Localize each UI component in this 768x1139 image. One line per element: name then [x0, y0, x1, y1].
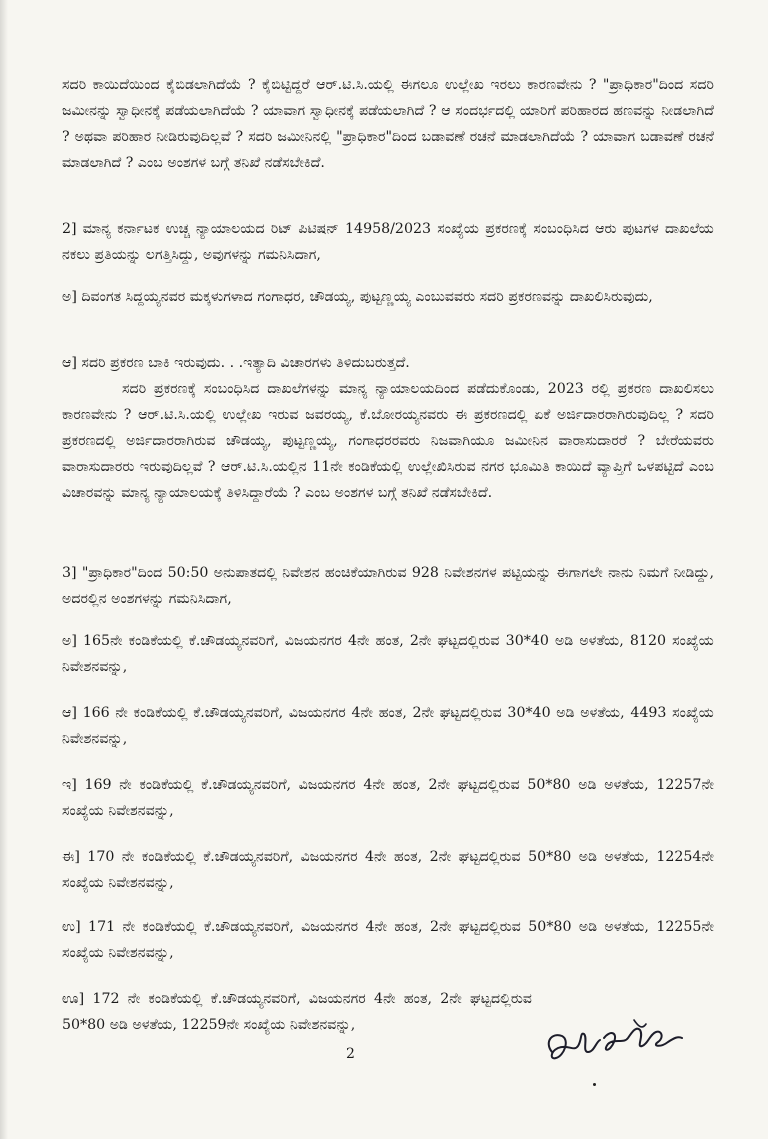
paragraph-point-2-a: ಅ] ದಿವಂಗತ ಸಿದ್ದಯ್ಯನವರ ಮಕ್ಕಳುಗಳಾದ ಗಂಗಾಧರ, ಚೌಡಯ್ಯ, ಪುಟ್ಟಣ್ಣಯ್ಯ ಎಂಬುವವರು ಸದರಿ ಪ್ರಕರಣವನ್ನು ದಾಖಲಿಸಿರುವುದು,: [62, 289, 653, 305]
paragraph-investigation-questions: ಸದರಿ ಕಾಯಿದೆಯಿಂದ ಕೈಬಿಡಲಾಗಿದೆಯೆ ? ಕೈಬಿಟ್ಟಿದ್ದರೆ ಆರ್.ಟಿ.ಸಿ.ಯಲ್ಲಿ ಈಗಲೂ ಉಲ್ಲೇಖ ಇರಲು ಕಾರಣವೇನು ? "ಪ್ರಾಧಿಕಾರ"ದಿಂದ ಸದರಿ ಜಮೀನನ್ನು ಸ್ವಾಧೀನಕ್ಕೆ ಪಡೆಯಲಾಗಿದೆಯೆ ? ಯಾವಾಗ ಸ್ವಾಧೀನಕ್ಕೆ ಪಡೆಯಲಾಗಿದೆ ? ಆ ಸಂದರ್ಭದಲ್ಲಿ ಯಾರಿಗೆ ಪರಿಹಾರದ ಹಣವನ್ನು ನೀಡಲಾಗಿದೆ ? ಅಥವಾ ಪರಿಹಾರ ನೀಡಿರುವುದಿಲ್ಲವೆ ? ಸದರಿ ಜಮೀನಿನಲ್ಲಿ "ಪ್ರಾಧಿಕಾರ"ದಿಂದ ಬಡಾವಣೆ ರಚನೆ ಮಾಡಲಾಗಿದೆಯೆ ? ಯಾವಾಗ ಬಡಾವಣೆ ರಚನೆ ಮಾಡಲಾಗಿದೆ ? ಎಂಬ ಅಂಶಗಳ ಬಗ್ಗೆ ತನಿಖೆ ನಡೆಸಬೇಕಿದೆ.: [62, 77, 714, 171]
paragraph-point-3: 3] "ಪ್ರಾಧಿಕಾರ"ದಿಂದ 50:50 ಅನುಪಾತದಲ್ಲಿ ನಿವೇಶನ ಹಂಚಿಕೆಯಾಗಿರುವ 928 ನಿವೇಶನಗಳ ಪಟ್ಟಿಯನ್ನು ಈಗಾಗಲೇ ನಾನು ನಿಮಗೆ ನೀಡಿದ್ದು, ಅದರಲ್ಲಿನ ಅಂಶಗಳನ್ನು ಗಮನಿಸಿದಾಗ,: [62, 565, 714, 607]
signature-image: [538, 1008, 688, 1078]
paragraph-point-3-aa: ಆ] 166 ನೇ ಕಂಡಿಕೆಯಲ್ಲಿ ಕೆ.ಚೌಡಯ್ಯನವರಿಗೆ, ವಿಜಯನಗರ 4ನೇ ಹಂತ, 2ನೇ ಘಟ್ಟದಲ್ಲಿರುವ 30*40 ಅಡಿ ಅಳತೆಯ, 4493 ಸಂಖ್ಯೆಯ ನಿವೇಶನವನ್ನು,: [62, 705, 714, 747]
paragraph-point-2-aa: ಆ] ಸದರಿ ಪ್ರಕರಣ ಬಾಕಿ ಇರುವುದು. . .ಇತ್ಯಾದಿ ವಿಚಾರಗಳು ತಿಳಿದುಬರುತ್ತದೆ.: [62, 355, 410, 371]
paragraph-point-3-a: ಅ] 165ನೇ ಕಂಡಿಕೆಯಲ್ಲಿ ಕೆ.ಚೌಡಯ್ಯನವರಿಗೆ, ವಿಜಯನಗರ 4ನೇ ಹಂತ, 2ನೇ ಘಟ್ಟದಲ್ಲಿರುವ 30*40 ಅಡಿ ಅಳತೆಯ, 8120 ಸಂಖ್ಯೆಯ ನಿವೇಶನವನ್ನು,: [62, 633, 714, 675]
paragraph-point-3-uu: ಊ] 172 ನೇ ಕಂಡಿಕೆಯಲ್ಲಿ ಕೆ.ಚೌಡಯ್ಯನವರಿಗೆ, ವಿಜಯನಗರ 4ನೇ ಹಂತ, 2ನೇ ಘಟ್ಟದಲ್ಲಿರುವ 50*80 ಅಡಿ ಅಳತೆಯ, 12259ನೇ ಸಂಖ್ಯೆಯ ನಿವೇಶನವನ್ನು,: [62, 991, 532, 1033]
paragraph-point-3-ii: ಈ] 170 ನೇ ಕಂಡಿಕೆಯಲ್ಲಿ ಕೆ.ಚೌಡಯ್ಯನವರಿಗೆ, ವಿಜಯನಗರ 4ನೇ ಹಂತ, 2ನೇ ಘಟ್ಟದಲ್ಲಿರುವ 50*80 ಅಡಿ ಅಳತೆಯ, 12254ನೇ ಸಂಖ್ಯೆಯ ನಿವೇಶನವನ್ನು,: [62, 849, 714, 891]
paragraph-point-3-i: ಇ] 169 ನೇ ಕಂಡಿಕೆಯಲ್ಲಿ ಕೆ.ಚೌಡಯ್ಯನವರಿಗೆ, ವಿಜಯನಗರ 4ನೇ ಹಂತ, 2ನೇ ಘಟ್ಟದಲ್ಲಿರುವ 50*80 ಅಡಿ ಅಳತೆಯ, 12257ನೇ ಸಂಖ್ಯೆಯ ನಿವೇಶನವನ್ನು,: [62, 777, 714, 819]
page-edge-shadow: [0, 0, 8, 1139]
paragraph-point-3-u: ಉ] 171 ನೇ ಕಂಡಿಕೆಯಲ್ಲಿ ಕೆ.ಚೌಡಯ್ಯನವರಿಗೆ, ವಿಜಯನಗರ 4ನೇ ಹಂತ, 2ನೇ ಘಟ್ಟದಲ್ಲಿರುವ 50*80 ಅಡಿ ಅಳತೆಯ, 12255ನೇ ಸಂಖ್ಯೆಯ ನಿವೇಶನವನ್ನು,: [62, 919, 714, 961]
ink-dot: [593, 1083, 596, 1086]
paragraph-case-inquiry: ಸದರಿ ಪ್ರಕರಣಕ್ಕೆ ಸಂಬಂಧಿಸಿದ ದಾಖಲೆಗಳನ್ನು ಮಾನ್ಯ ನ್ಯಾಯಾಲಯದಿಂದ ಪಡೆದುಕೊಂಡು, 2023 ರಲ್ಲಿ ಪ್ರಕರಣ ದಾಖಲಿಸಲು ಕಾರಣವೇನು ? ಆರ್.ಟಿ.ಸಿ.ಯಲ್ಲಿ ಉಲ್ಲೇಖ ಇರುವ ಜವರಯ್ಯ, ಕೆ.ಬೋರಯ್ಯನವರು ಈ ಪ್ರಕರಣದಲ್ಲಿ ಏಕೆ ಅರ್ಜಿದಾರರಾಗಿರುವುದಿಲ್ಲ ? ಸದರಿ ಪ್ರಕರಣದಲ್ಲಿ ಅರ್ಜಿದಾರರಾಗಿರುವ ಚೌಡಯ್ಯ, ಪುಟ್ಟಣ್ಣಯ್ಯ, ಗಂಗಾಧರರವರು ನಿಜವಾಗಿಯೂ ಜಮೀನಿನ ವಾರಾಸುದಾರರೆ ? ಬೇರೆಯವರು ವಾರಾಸುದಾರರು ಇರುವುದಿಲ್ಲವೆ ? ಆರ್.ಟಿ.ಸಿ.ಯಲ್ಲಿನ 11ನೇ ಕಂಡಿಕೆಯಲ್ಲಿ ಉಲ್ಲೇಖಿಸಿರುವ ನಗರ ಭೂಮಿತಿ ಕಾಯಿದೆ ವ್ಯಾಪ್ತಿಗೆ ಒಳಪಟ್ಟಿದೆ ಎಂಬ ವಿಚಾರವನ್ನು ಮಾನ್ಯ ನ್ಯಾಯಾಲಯಕ್ಕೆ ತಿಳಿಸಿದ್ದಾರೆಯೆ ? ಎಂಬ ಅಂಶಗಳ ಬಗ್ಗೆ ತನಿಖೆ ನಡೆಸಬೇಕಿದೆ.: [62, 381, 714, 501]
paragraph-point-2: 2] ಮಾನ್ಯ ಕರ್ನಾಟಕ ಉಚ್ಚ ನ್ಯಾಯಾಲಯದ ರಿಟ್ ಪಿಟಿಷನ್ 14958/2023 ಸಂಖ್ಯೆಯ ಪ್ರಕರಣಕ್ಕೆ ಸಂಬಂಧಿಸಿದ ಆರು ಪುಟಗಳ ದಾಖಲೆಯ ನಕಲು ಪ್ರತಿಯನ್ನು ಲಗತ್ತಿಸಿದ್ದು, ಅವುಗಳನ್ನು ಗಮನಿಸಿದಾಗ,: [62, 221, 714, 263]
page-number: 2: [346, 1046, 355, 1062]
